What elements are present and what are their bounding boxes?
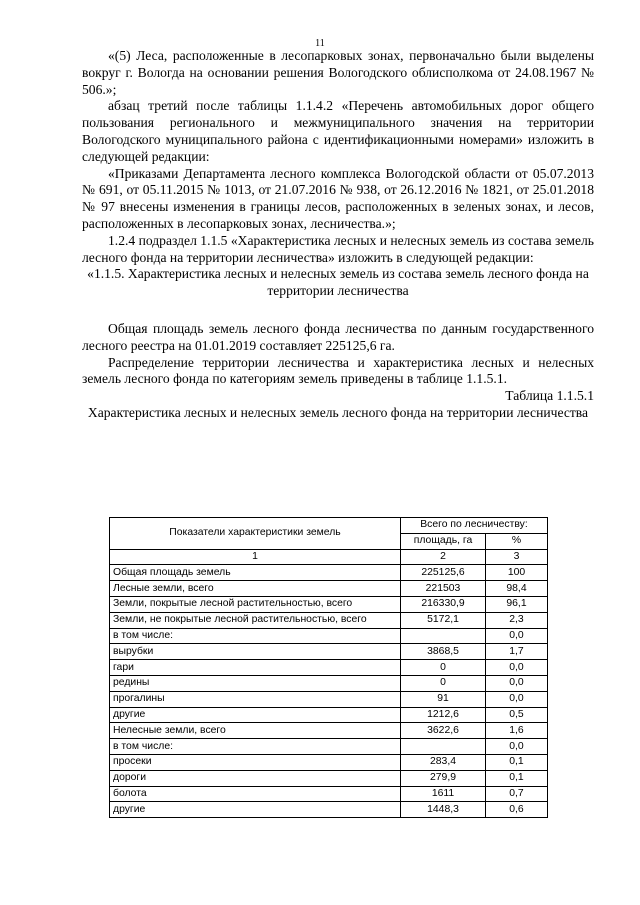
table-row [110, 707, 548, 723]
row-name-cell: другие [110, 707, 401, 723]
row-area-cell: 283,4 [401, 754, 486, 770]
row-area-cell: 1448,3 [401, 802, 486, 818]
row-name-cell: в том числе: [110, 628, 401, 644]
row-name-cell: вырубки [110, 644, 401, 660]
row-percent-cell: 0,0 [486, 675, 548, 691]
table-row [110, 786, 548, 802]
header-percent: % [486, 533, 548, 549]
row-area-cell: 0 [401, 675, 486, 691]
table-row [110, 802, 548, 818]
table-row [110, 612, 548, 628]
row-area-cell [401, 628, 486, 644]
row-percent-cell: 0,0 [486, 660, 548, 676]
header-indicator: Показатели характеристики земель [110, 518, 401, 550]
row-name-cell: Общая площадь земель [110, 565, 401, 581]
row-percent-cell: 98,4 [486, 581, 548, 597]
row-name-cell: болота [110, 786, 401, 802]
row-area-cell [401, 739, 486, 755]
page-number: 11 [315, 38, 325, 49]
paragraph-amendment-intro: абзац третий после таблицы 1.1.4.2 «Перечень автомобильных дорог общего пользования регионального и межмуниципального значения на территории Вологодского муниципального района с идентификационными номерами» изложить в следующей редакции: [82, 98, 594, 164]
col-number-1: 1 [110, 549, 401, 565]
row-percent-cell: 2,3 [486, 612, 548, 628]
land-characteristics-table-wrapper [109, 517, 548, 818]
table-row [110, 675, 548, 691]
table-row [110, 565, 548, 581]
table-row [110, 596, 548, 612]
row-name-cell: Земли, не покрытые лесной растительностью, всего [110, 612, 401, 628]
paragraph-forests-lesopark: «(5) Леса, расположенные в лесопарковых зонах, первоначально были выделены вокруг г. Вологда на основании решения Вологодского облисполкома от 24.08.1967 № 506.»; [82, 48, 594, 97]
row-area-cell: 5172,1 [401, 612, 486, 628]
row-percent-cell: 1,7 [486, 644, 548, 660]
row-percent-cell: 0,1 [486, 754, 548, 770]
row-name-cell: дороги [110, 770, 401, 786]
table-row [110, 739, 548, 755]
row-name-cell: Лесные земли, всего [110, 581, 401, 597]
row-area-cell: 3622,6 [401, 723, 486, 739]
body-text [82, 48, 594, 422]
row-name-cell: просеки [110, 754, 401, 770]
row-percent-cell: 96,1 [486, 596, 548, 612]
row-percent-cell: 0,7 [486, 786, 548, 802]
row-percent-cell: 1,6 [486, 723, 548, 739]
table-row [110, 644, 548, 660]
row-name-cell: прогалины [110, 691, 401, 707]
row-name-cell: другие [110, 802, 401, 818]
table-body [110, 565, 548, 818]
row-percent-cell: 0,0 [486, 691, 548, 707]
table-row [110, 723, 548, 739]
row-percent-cell: 0,0 [486, 739, 548, 755]
table-row [110, 770, 548, 786]
row-area-cell: 216330,9 [401, 596, 486, 612]
row-area-cell: 0 [401, 660, 486, 676]
row-name-cell: редины [110, 675, 401, 691]
row-name-cell: гари [110, 660, 401, 676]
table-row [110, 628, 548, 644]
table-row [110, 754, 548, 770]
row-area-cell: 221503 [401, 581, 486, 597]
section-heading: «1.1.5. Характеристика лесных и нелесных земель из состава земель лесного фонда на территории лесничества [87, 266, 589, 299]
paragraph-distribution: Распределение территории лесничества и характеристика лесных и нелесных земель лесного фонда по категориям земель приведены в таблице 1.1.5.1. [82, 354, 594, 387]
land-characteristics-table [109, 517, 548, 818]
row-area-cell: 91 [401, 691, 486, 707]
table-row [110, 660, 548, 676]
row-percent-cell: 0,0 [486, 628, 548, 644]
header-total: Всего по лесничеству: [401, 518, 548, 534]
row-percent-cell: 0,5 [486, 707, 548, 723]
col-number-3: 3 [486, 549, 548, 565]
table-label: Таблица 1.1.5.1 [505, 388, 594, 404]
row-area-cell: 225125,6 [401, 565, 486, 581]
row-area-cell: 1212,6 [401, 707, 486, 723]
row-percent-cell: 0,1 [486, 770, 548, 786]
paragraph-orders: «Приказами Департамента лесного комплекса Вологодской области от 05.07.2013 № 691, от 05.11.2015 № 1013, от 21.07.2016 № 938, от 26.12.2016 № 1821, от 25.01.2018 № 97 внесены изменения в границы лесов, расположенных в зеленых зонах, и лесов, расположенных в лесопарковых зонах, лесничества.»; [82, 165, 594, 231]
row-name-cell: Нелесные земли, всего [110, 723, 401, 739]
paragraph-subsection-1-2-4: 1.2.4 подраздел 1.1.5 «Характеристика лесных и нелесных земель из состава земель лесного фонда на территории лесничества» изложить в следующей редакции: [82, 232, 594, 265]
paragraph-total-area: Общая площадь земель лесного фонда лесничества по данным государственного лесного реестра на 01.01.2019 составляет 225125,6 га. [82, 320, 594, 353]
row-percent-cell: 0,6 [486, 802, 548, 818]
col-number-2: 2 [401, 549, 486, 565]
row-area-cell: 279,9 [401, 770, 486, 786]
table-row [110, 691, 548, 707]
row-area-cell: 3868,5 [401, 644, 486, 660]
row-name-cell: в том числе: [110, 739, 401, 755]
row-percent-cell: 100 [486, 565, 548, 581]
row-area-cell: 1611 [401, 786, 486, 802]
table-row [110, 581, 548, 597]
header-area: площадь, га [401, 533, 486, 549]
row-name-cell: Земли, покрытые лесной растительностью, всего [110, 596, 401, 612]
table-title: Характеристика лесных и нелесных земель лесного фонда на территории лесничества [87, 404, 589, 420]
